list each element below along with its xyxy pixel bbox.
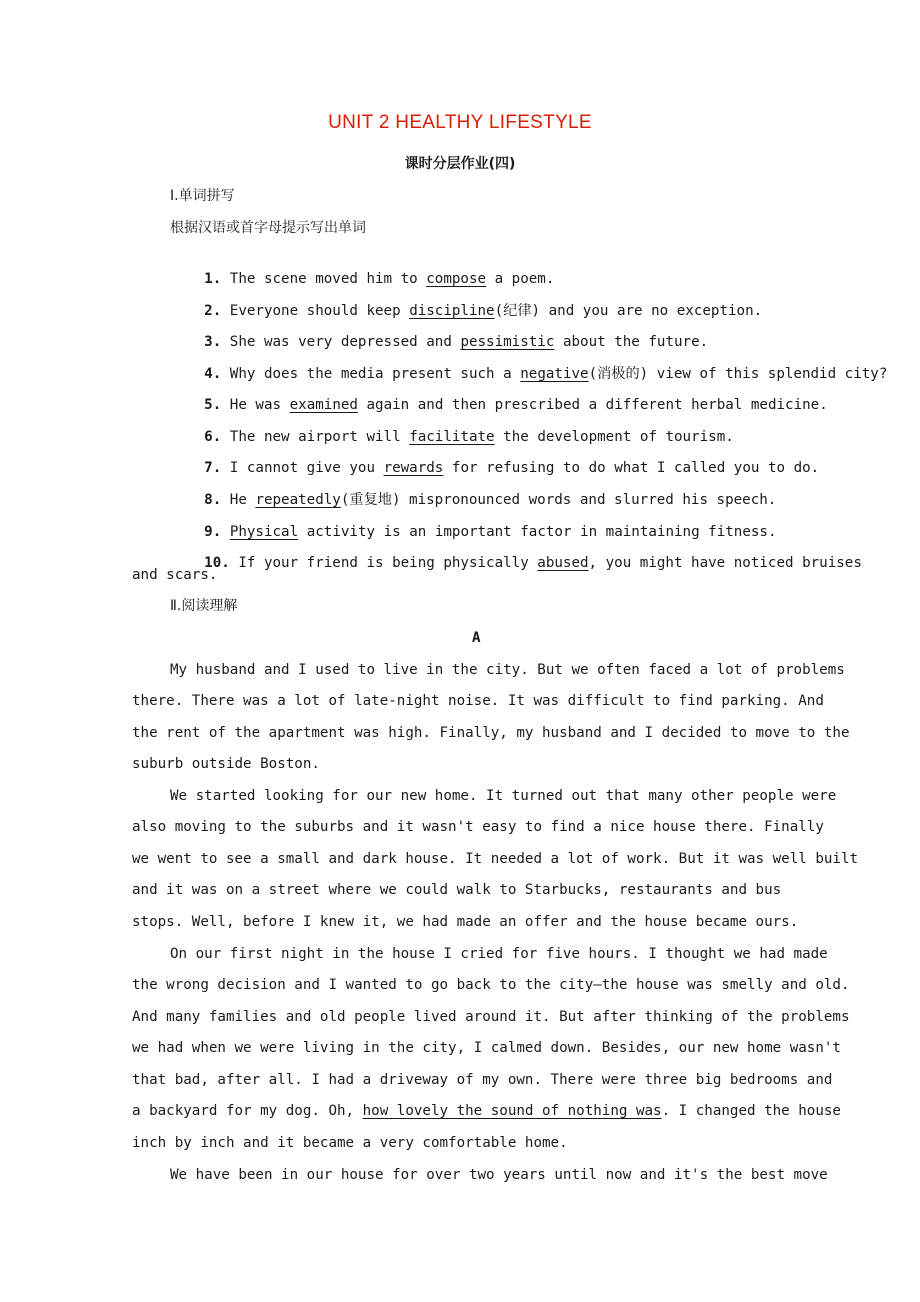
passage-line: suburb outside Boston. xyxy=(132,756,320,772)
item-number: 1. xyxy=(204,271,222,287)
item-number: 4. xyxy=(204,366,222,382)
passage-line: the wrong decision and I wanted to go back to the city—the house was smelly and old. xyxy=(132,977,850,993)
passage-line: stops. Well, before I knew it, we had made an offer and the house became ours. xyxy=(132,914,799,930)
vocab-item-6: 6. The new airport will facilitate the development of tourism. xyxy=(204,429,734,445)
item-number: 8. xyxy=(204,492,222,508)
passage-line: the rent of the apartment was high. Finally, my husband and I decided to move to the xyxy=(132,725,850,741)
section1-heading: Ⅰ.单词拼写 xyxy=(170,188,235,204)
vocab-item-7: 7. I cannot give you rewards for refusing to do what I called you to do. xyxy=(204,460,820,476)
vocab-item-1: 1. The scene moved him to compose a poem. xyxy=(204,271,555,287)
passage-line: a backyard for my dog. Oh, how lovely the sound of nothing was. I changed the house xyxy=(132,1103,841,1119)
passage-line: We started looking for our new home. It turned out that many other people were xyxy=(170,788,837,804)
passage-line: we had when we were living in the city, I calmed down. Besides, our new home wasn't xyxy=(132,1040,841,1056)
answer-word: discipline xyxy=(409,303,495,319)
answer-word: repeatedly xyxy=(255,492,341,508)
passage-line: we went to see a small and dark house. It needed a lot of work. But it was well built xyxy=(132,851,859,867)
item-number: 9. xyxy=(204,524,222,540)
passage-label: A xyxy=(472,630,481,646)
answer-word: examined xyxy=(289,397,358,413)
vocab-item-3: 3. She was very depressed and pessimistic about the future. xyxy=(204,334,709,350)
passage-line: inch by inch and it became a very comfortable home. xyxy=(132,1135,568,1151)
passage-line: and it was on a street where we could walk to Starbucks, restaurants and bus xyxy=(132,882,782,898)
passage-line: also moving to the suburbs and it wasn't easy to find a nice house there. Finally xyxy=(132,819,824,835)
vocab-item-8: 8. He repeatedly(重复地) mispronounced words and slurred his speech. xyxy=(204,492,777,508)
answer-word: pessimistic xyxy=(460,334,555,350)
vocab-item-9: 9. Physical activity is an important factor in maintaining fitness. xyxy=(204,524,777,540)
section1-instruction: 根据汉语或首字母提示写出单词 xyxy=(170,220,366,236)
underlined-phrase: how lovely the sound of nothing was xyxy=(362,1103,662,1119)
item-number: 7. xyxy=(204,460,222,476)
homework-subtitle: 课时分层作业(四) xyxy=(404,156,516,172)
passage-line: We have been in our house for over two years until now and it's the best move xyxy=(170,1167,828,1183)
item-number: 6. xyxy=(204,429,222,445)
vocab-item-5: 5. He was examined again and then prescribed a different herbal medicine. xyxy=(204,397,828,413)
passage-line: And many families and old people lived around it. But after thinking of the problems xyxy=(132,1009,850,1025)
vocab-item-4: 4. Why does the media present such a negative(消极的) view of this splendid city? xyxy=(204,366,888,382)
answer-word: rewards xyxy=(383,460,444,476)
passage-line: On our first night in the house I cried for five hours. I thought we had made xyxy=(170,946,828,962)
item-number: 10. xyxy=(204,555,230,571)
answer-word: compose xyxy=(426,271,487,287)
item-number: 3. xyxy=(204,334,222,350)
passage-line: that bad, after all. I had a driveway of my own. There were three big bedrooms and xyxy=(132,1072,833,1088)
passage-line: My husband and I used to live in the city. But we often faced a lot of problems xyxy=(170,662,845,678)
passage-line: there. There was a lot of late-night noise. It was difficult to find parking. And xyxy=(132,693,824,709)
answer-word: facilitate xyxy=(409,429,495,445)
answer-word: abused xyxy=(537,555,589,571)
section2-heading: Ⅱ.阅读理解 xyxy=(170,598,238,614)
unit-title: UNIT 2 HEALTHY LIFESTYLE xyxy=(328,112,592,133)
item-number: 2. xyxy=(204,303,222,319)
item-number: 5. xyxy=(204,397,222,413)
vocab-item-10-continuation: and scars. xyxy=(132,567,218,583)
vocab-item-2: 2. Everyone should keep discipline(纪律) and you are no exception. xyxy=(204,303,763,319)
answer-word: Physical xyxy=(229,524,299,540)
answer-word: negative xyxy=(520,366,589,382)
vocab-item-10: 10. If your friend is being physically abused, you might have noticed bruises xyxy=(204,555,862,571)
